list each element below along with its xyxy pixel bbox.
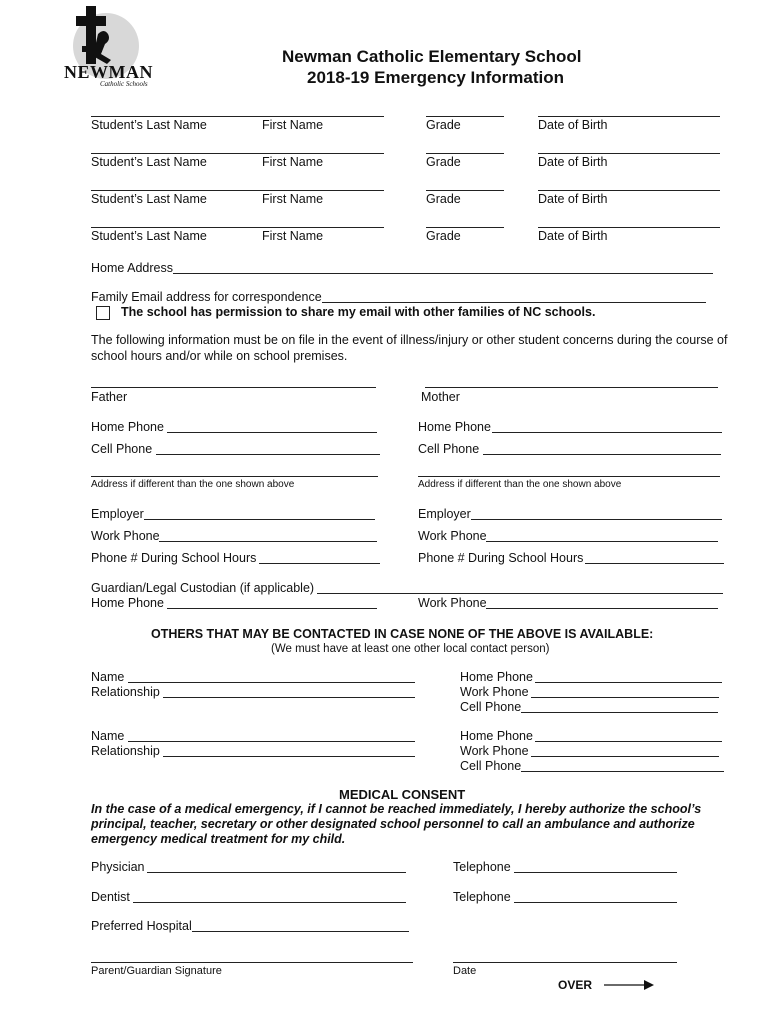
guardian-name-field[interactable] [317,593,723,594]
guardian-home-phone-field[interactable] [167,608,377,609]
student-grade-field[interactable] [426,227,504,228]
home-address-label: Home Address [91,261,173,275]
father-label: Father [91,390,128,404]
mother-home-phone-label: Home Phone [418,420,491,434]
mother-address-note: Address if different than the one shown above [418,479,622,490]
student-first-name-label: First Name [262,192,324,206]
student-last-name-field[interactable] [91,116,384,117]
contact-home-phone-label: Home Phone [460,729,533,743]
mother-cell-phone-field[interactable] [483,454,721,455]
student-last-name-field[interactable] [91,190,384,191]
family-email-label: Family Email address for correspondence [91,290,322,304]
student-last-name-label: Student’s Last Name [91,155,207,169]
student-last-name-label: Student’s Last Name [91,229,207,243]
contact-cell-phone-label: Cell Phone [460,700,522,714]
page-title: Newman Catholic Elementary School [282,47,582,66]
student-grade-label: Grade [426,155,461,169]
contact-work-phone-field[interactable] [531,697,719,698]
guardian-home-phone-label: Home Phone [91,596,164,610]
mother-school-phone-label: Phone # During School Hours [418,551,584,565]
mother-work-phone-field[interactable] [486,541,718,542]
father-cell-phone-field[interactable] [156,454,380,455]
father-employer-label: Employer [91,507,144,521]
medical-statement: In the case of a medical emergency, if I cannot be reached immediately, I hereby authorize the school’s principal, teacher, secretary or other designated school personnel to call an ambulance and authorize emergency medical treatment for my child. [91,802,702,846]
contact-work-phone-label: Work Phone [460,744,529,758]
student-dob-label: Date of Birth [538,155,608,169]
father-name-field[interactable] [91,387,376,388]
guardian-label: Guardian/Legal Custodian (if applicable) [91,581,315,595]
mother-address-field[interactable] [418,476,720,477]
student-dob-field[interactable] [538,227,720,228]
student-last-name-field[interactable] [91,227,384,228]
over-label: OVER [558,978,593,992]
student-first-name-label: First Name [262,118,324,132]
father-work-phone-field[interactable] [159,541,377,542]
student-grade-label: Grade [426,229,461,243]
mother-school-phone-field[interactable] [585,563,724,564]
father-employer-field[interactable] [144,519,375,520]
logo-subtitle: Catholic Schools [100,80,148,88]
illness-notice: The following information must be on file in the event of illness/injury or other student concerns during the course of school hours and/or while on school premises. [91,333,728,363]
contact-home-phone-field[interactable] [535,741,722,742]
student-dob-label: Date of Birth [538,118,608,132]
mother-employer-field[interactable] [471,519,722,520]
hospital-label: Preferred Hospital [91,919,192,933]
mother-work-phone-label: Work Phone [418,529,487,543]
student-first-name-label: First Name [262,229,324,243]
mother-label: Mother [421,390,460,404]
arrow-right-icon [604,979,654,994]
contact-home-phone-field[interactable] [535,682,722,683]
signature-label: Parent/Guardian Signature [91,965,222,977]
father-school-phone-label: Phone # During School Hours [91,551,257,565]
family-email-field[interactable] [322,302,706,303]
others-subheading: (We must have at least one other local contact person) [271,643,550,655]
mother-employer-label: Employer [418,507,471,521]
signature-field[interactable] [91,962,413,963]
mother-home-phone-field[interactable] [492,432,722,433]
physician-telephone-field[interactable] [514,872,677,873]
medical-heading: MEDICAL CONSENT [339,787,466,802]
student-last-name-label: Student’s Last Name [91,192,207,206]
contact-relationship-field[interactable] [163,756,415,757]
dentist-label: Dentist [91,890,130,904]
contact-cell-phone-label: Cell Phone [460,759,522,773]
student-dob-label: Date of Birth [538,229,608,243]
dentist-telephone-label: Telephone [453,890,511,904]
permission-text: The school has permission to share my email with other families of NC schools. [121,305,596,319]
guardian-work-phone-field[interactable] [486,608,718,609]
father-cell-phone-label: Cell Phone [91,442,153,456]
student-dob-field[interactable] [538,190,720,191]
father-address-field[interactable] [91,476,378,477]
contact-relationship-label: Relationship [91,744,160,758]
contact-name-label: Name [91,670,125,684]
permission-checkbox[interactable] [96,306,110,320]
date-field[interactable] [453,962,677,963]
student-first-name-label: First Name [262,155,324,169]
mother-cell-phone-label: Cell Phone [418,442,480,456]
father-home-phone-label: Home Phone [91,420,164,434]
father-address-note: Address if different than the one shown above [91,479,295,490]
student-grade-field[interactable] [426,116,504,117]
contact-relationship-label: Relationship [91,685,160,699]
physician-telephone-label: Telephone [453,860,511,874]
contact-work-phone-field[interactable] [531,756,719,757]
contact-cell-phone-field[interactable] [521,771,724,772]
others-heading: OTHERS THAT MAY BE CONTACTED IN CASE NONE OF THE ABOVE IS AVAILABLE: [151,627,654,641]
student-dob-field[interactable] [538,116,720,117]
student-grade-field[interactable] [426,190,504,191]
contact-cell-phone-field[interactable] [521,712,718,713]
physician-label: Physician [91,860,145,874]
student-last-name-field[interactable] [91,153,384,154]
page-subtitle: 2018-19 Emergency Information [307,68,564,87]
dentist-telephone-field[interactable] [514,902,677,903]
father-work-phone-label: Work Phone [91,529,160,543]
home-address-field[interactable] [173,273,713,274]
mother-name-field[interactable] [425,387,718,388]
date-label: Date [453,965,477,977]
contact-name-field[interactable] [128,682,415,683]
student-dob-field[interactable] [538,153,720,154]
father-home-phone-field[interactable] [167,432,377,433]
logo-school-name: NEWMAN [64,62,153,82]
student-grade-label: Grade [426,118,461,132]
student-dob-label: Date of Birth [538,192,608,206]
contact-work-phone-label: Work Phone [460,685,529,699]
student-grade-label: Grade [426,192,461,206]
dentist-field[interactable] [133,902,406,903]
contact-relationship-field[interactable] [163,697,415,698]
contact-name-label: Name [91,729,125,743]
physician-field[interactable] [147,872,406,873]
father-school-phone-field[interactable] [259,563,380,564]
contact-name-field[interactable] [128,741,415,742]
student-grade-field[interactable] [426,153,504,154]
guardian-work-phone-label: Work Phone [418,596,487,610]
contact-home-phone-label: Home Phone [460,670,533,684]
hospital-field[interactable] [192,931,409,932]
student-last-name-label: Student’s Last Name [91,118,207,132]
